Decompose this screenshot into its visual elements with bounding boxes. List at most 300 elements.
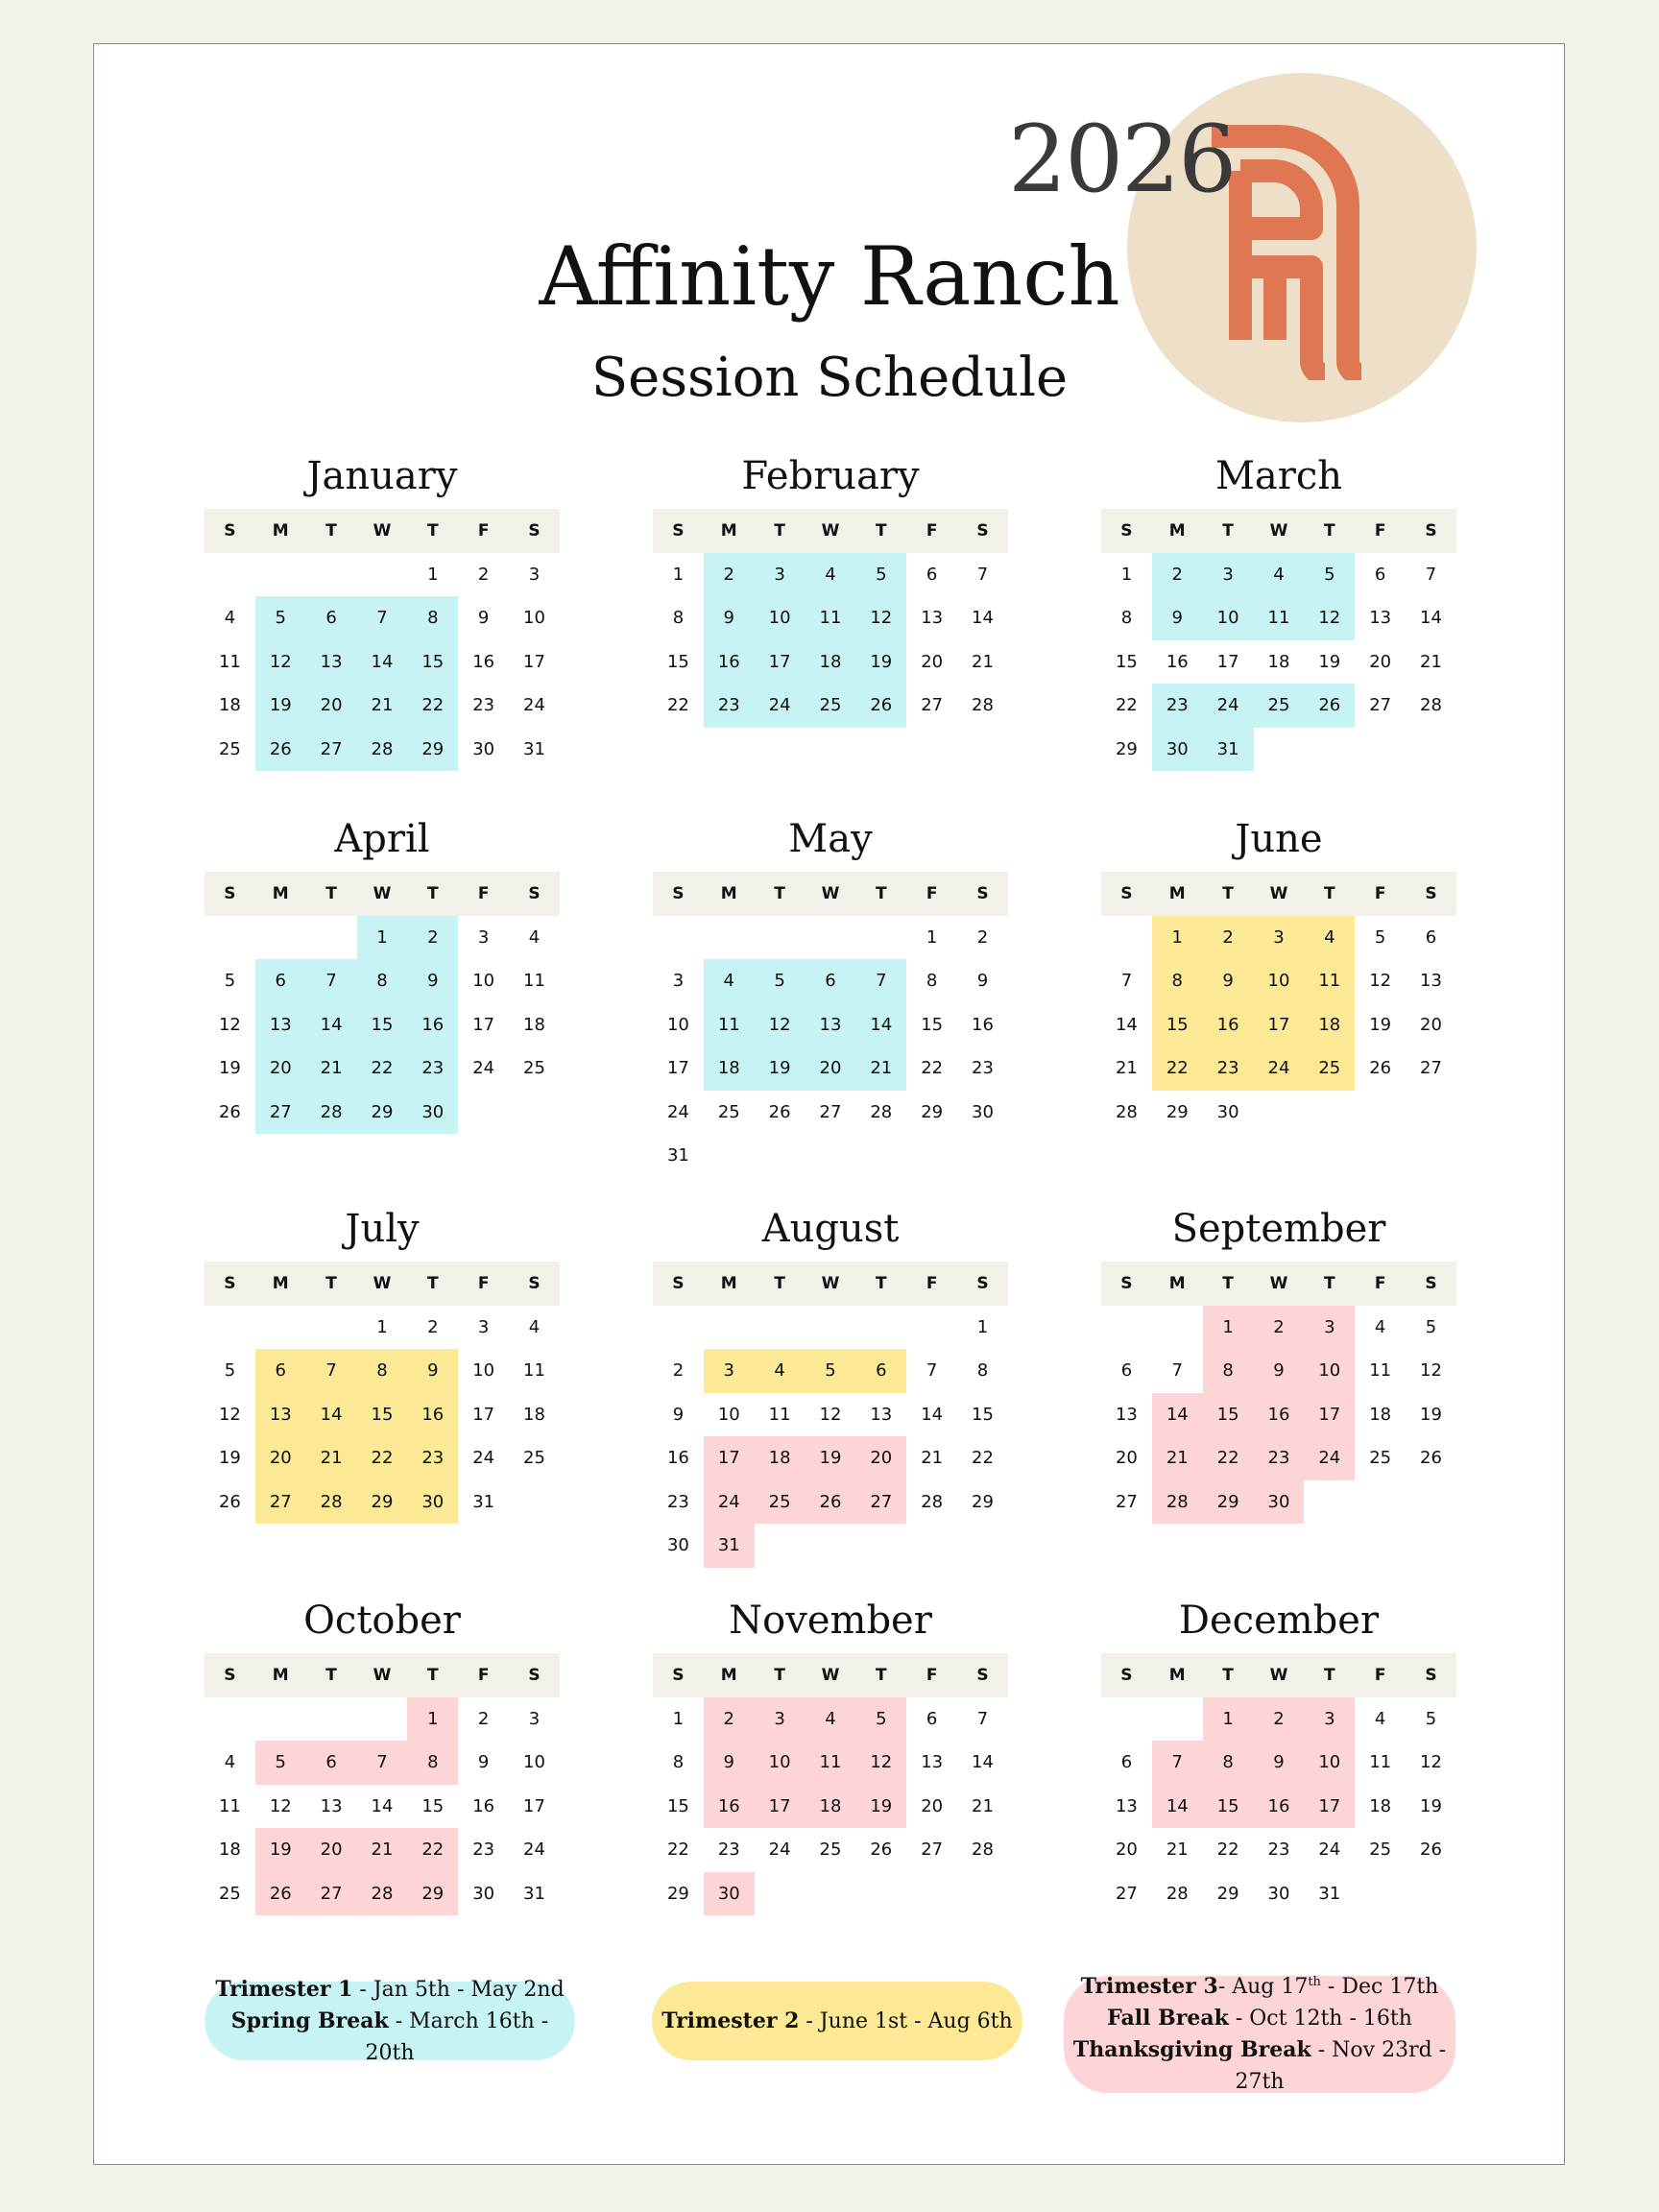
day-cell: 9 bbox=[976, 971, 989, 992]
weekday-header: T bbox=[1304, 1653, 1355, 1697]
day-cell: 25 bbox=[1369, 1839, 1392, 1861]
day-cell: 30 bbox=[1216, 1101, 1239, 1122]
day-cell: 6 bbox=[255, 1349, 306, 1393]
day-cell: 30 bbox=[704, 1872, 755, 1916]
weekday-header: S bbox=[509, 872, 560, 916]
day-cell: 9 bbox=[1254, 1349, 1305, 1393]
day-cell: 24 bbox=[768, 1839, 791, 1861]
month-grid bbox=[653, 1653, 1008, 1915]
day-cell: 15 bbox=[972, 1404, 994, 1425]
day-cell: 8 bbox=[407, 1741, 458, 1785]
day-cell: 10 bbox=[666, 1014, 689, 1035]
day-cell: 27 bbox=[306, 728, 357, 772]
day-cell: 22 bbox=[407, 1828, 458, 1872]
day-cell: 4 bbox=[1374, 1316, 1386, 1337]
day-cell: 29 bbox=[1166, 1101, 1189, 1122]
weekday-header: T bbox=[306, 509, 357, 553]
day-cell: 31 bbox=[1203, 728, 1254, 772]
day-cell: 23 bbox=[704, 684, 755, 728]
empty-cell bbox=[204, 916, 255, 960]
day-cell: 22 bbox=[407, 684, 458, 728]
day-cell: 19 bbox=[218, 1448, 241, 1469]
month-grid bbox=[1101, 1262, 1456, 1524]
day-cell: 12 bbox=[1369, 971, 1392, 992]
day-cell: 23 bbox=[717, 1839, 740, 1861]
day-cell: 13 bbox=[1369, 608, 1392, 629]
day-cell: 19 bbox=[255, 684, 306, 728]
day-cell: 14 bbox=[306, 1003, 357, 1047]
weekday-header: S bbox=[204, 872, 255, 916]
day-cell: 11 bbox=[704, 1003, 755, 1047]
weekday-header: F bbox=[1355, 509, 1406, 553]
day-cell: 20 bbox=[1369, 651, 1392, 672]
day-cell: 21 bbox=[972, 651, 994, 672]
day-cell: 18 bbox=[218, 695, 241, 716]
day-cell: 25 bbox=[1369, 1448, 1392, 1469]
day-cell: 14 bbox=[371, 1795, 394, 1816]
day-cell: 11 bbox=[523, 1360, 545, 1382]
day-cell: 9 bbox=[672, 1404, 685, 1425]
legend-dates: - March 16th - 20th bbox=[365, 2008, 549, 2065]
empty-cell bbox=[704, 916, 755, 960]
day-cell: 4 bbox=[805, 1697, 856, 1742]
day-cell: 9 bbox=[704, 596, 755, 640]
day-cell: 24 bbox=[666, 1101, 689, 1122]
day-cell: 16 bbox=[666, 1448, 689, 1469]
day-cell: 15 bbox=[357, 1003, 408, 1047]
day-cell: 29 bbox=[357, 1091, 408, 1135]
day-cell: 11 bbox=[1369, 1360, 1392, 1382]
day-cell: 16 bbox=[704, 640, 755, 685]
day-cell: 25 bbox=[819, 1839, 842, 1861]
weekday-header: W bbox=[805, 1262, 856, 1306]
month-title: October bbox=[303, 1599, 461, 1643]
day-cell: 10 bbox=[1203, 596, 1254, 640]
day-cell: 5 bbox=[224, 971, 236, 992]
day-cell: 23 bbox=[666, 1491, 689, 1512]
weekday-header: W bbox=[805, 1653, 856, 1697]
day-cell: 10 bbox=[472, 1360, 495, 1382]
day-cell: 25 bbox=[717, 1101, 740, 1122]
weekday-header: S bbox=[957, 509, 1008, 553]
day-cell: 9 bbox=[407, 1349, 458, 1393]
day-cell: 3 bbox=[1304, 1306, 1355, 1350]
day-cell: 1 bbox=[407, 1697, 458, 1742]
weekday-header: F bbox=[906, 509, 957, 553]
day-cell: 16 bbox=[1254, 1393, 1305, 1437]
day-cell: 16 bbox=[472, 1795, 495, 1816]
month-august bbox=[653, 1196, 1008, 1568]
day-cell: 28 bbox=[357, 1872, 408, 1916]
empty-cell bbox=[255, 1697, 306, 1742]
day-cell: 16 bbox=[472, 651, 495, 672]
empty-cell bbox=[357, 1697, 408, 1742]
day-cell: 18 bbox=[523, 1014, 545, 1035]
day-cell: 16 bbox=[1203, 1003, 1254, 1047]
day-cell: 9 bbox=[477, 608, 490, 629]
day-cell: 8 bbox=[976, 1360, 989, 1382]
day-cell: 3 bbox=[528, 1708, 541, 1729]
weekday-header: W bbox=[357, 509, 408, 553]
empty-cell bbox=[357, 553, 408, 597]
day-cell: 6 bbox=[855, 1349, 906, 1393]
day-cell: 1 bbox=[376, 1316, 388, 1337]
day-cell: 16 bbox=[1254, 1785, 1305, 1829]
day-cell: 26 bbox=[1420, 1839, 1442, 1861]
day-cell: 1 bbox=[1203, 1306, 1254, 1350]
legend-dates-superscript: th bbox=[1308, 1975, 1321, 1989]
day-cell: 6 bbox=[1120, 1360, 1133, 1382]
day-cell: 19 bbox=[855, 1785, 906, 1829]
day-cell: 22 bbox=[921, 1058, 944, 1079]
empty-cell bbox=[1101, 1697, 1152, 1742]
day-cell: 4 bbox=[528, 926, 541, 948]
legend-trimester-1 bbox=[204, 1976, 575, 2065]
day-cell: 5 bbox=[1425, 1708, 1437, 1729]
day-cell: 25 bbox=[218, 1883, 241, 1904]
day-cell: 31 bbox=[666, 1145, 689, 1166]
day-cell: 27 bbox=[1115, 1491, 1138, 1512]
day-cell: 8 bbox=[357, 1349, 408, 1393]
day-cell: 4 bbox=[704, 959, 755, 1003]
legend-label: Spring Break bbox=[230, 2008, 389, 2033]
day-cell: 9 bbox=[1203, 959, 1254, 1003]
day-cell: 10 bbox=[472, 971, 495, 992]
ranch-logo-icon bbox=[1212, 121, 1365, 380]
day-cell: 30 bbox=[472, 738, 495, 759]
day-cell: 14 bbox=[306, 1393, 357, 1437]
empty-cell bbox=[653, 1306, 704, 1350]
day-cell: 4 bbox=[1304, 916, 1355, 960]
day-cell: 29 bbox=[1216, 1883, 1239, 1904]
weekday-header: T bbox=[306, 1262, 357, 1306]
day-cell: 2 bbox=[1254, 1306, 1305, 1350]
day-cell: 18 bbox=[704, 1046, 755, 1091]
legend-line-spring-break bbox=[204, 2006, 575, 2069]
weekday-header: S bbox=[1406, 509, 1456, 553]
day-cell: 21 bbox=[1166, 1839, 1189, 1861]
legend-trimester-3 bbox=[1064, 1976, 1455, 2093]
day-cell: 19 bbox=[1369, 1014, 1392, 1035]
empty-cell bbox=[805, 916, 856, 960]
month-title: June bbox=[1235, 817, 1323, 861]
day-cell: 15 bbox=[666, 1795, 689, 1816]
weekday-header: T bbox=[1304, 872, 1355, 916]
day-cell: 17 bbox=[472, 1014, 495, 1035]
day-cell: 24 bbox=[472, 1448, 495, 1469]
day-cell: 8 bbox=[1152, 959, 1203, 1003]
day-cell: 22 bbox=[972, 1448, 994, 1469]
day-cell: 4 bbox=[1254, 553, 1305, 597]
day-cell: 10 bbox=[717, 1404, 740, 1425]
weekday-header: T bbox=[306, 872, 357, 916]
empty-cell bbox=[255, 1306, 306, 1350]
day-cell: 9 bbox=[477, 1752, 490, 1773]
day-cell: 22 bbox=[1115, 695, 1138, 716]
day-cell: 20 bbox=[855, 1436, 906, 1480]
day-cell: 5 bbox=[755, 959, 805, 1003]
day-cell: 7 bbox=[306, 959, 357, 1003]
day-cell: 3 bbox=[528, 564, 541, 585]
empty-cell bbox=[1152, 1697, 1203, 1742]
weekday-header: T bbox=[855, 872, 906, 916]
weekday-header: M bbox=[1152, 1653, 1203, 1697]
legend-label: Thanksgiving Break bbox=[1072, 2037, 1311, 2062]
month-november bbox=[653, 1588, 1008, 1915]
day-cell: 2 bbox=[477, 1708, 490, 1729]
weekday-header: T bbox=[755, 509, 805, 553]
empty-cell bbox=[755, 916, 805, 960]
day-cell: 4 bbox=[1374, 1708, 1386, 1729]
month-grid bbox=[204, 509, 560, 771]
day-cell: 24 bbox=[472, 1058, 495, 1079]
day-cell: 6 bbox=[1120, 1752, 1133, 1773]
day-cell: 28 bbox=[921, 1491, 944, 1512]
weekday-header: W bbox=[1254, 1653, 1305, 1697]
empty-cell bbox=[653, 916, 704, 960]
day-cell: 19 bbox=[805, 1436, 856, 1480]
day-cell: 2 bbox=[1254, 1697, 1305, 1742]
day-cell: 23 bbox=[472, 695, 495, 716]
day-cell: 24 bbox=[1203, 684, 1254, 728]
weekday-header: S bbox=[957, 872, 1008, 916]
day-cell: 27 bbox=[921, 695, 944, 716]
month-title: July bbox=[345, 1207, 420, 1251]
day-cell: 7 bbox=[306, 1349, 357, 1393]
day-cell: 23 bbox=[1254, 1436, 1305, 1480]
day-cell: 27 bbox=[1369, 695, 1392, 716]
weekday-header: S bbox=[1406, 1653, 1456, 1697]
day-cell: 16 bbox=[704, 1785, 755, 1829]
empty-cell bbox=[704, 1306, 755, 1350]
month-title: September bbox=[1171, 1207, 1386, 1251]
weekday-header: W bbox=[805, 509, 856, 553]
day-cell: 10 bbox=[523, 608, 545, 629]
empty-cell bbox=[1152, 1306, 1203, 1350]
empty-cell bbox=[855, 1306, 906, 1350]
month-title: January bbox=[306, 454, 458, 498]
day-cell: 18 bbox=[805, 640, 856, 685]
weekday-header: T bbox=[1203, 509, 1254, 553]
legend-dates: - June 1st - Aug 6th bbox=[799, 2008, 1013, 2033]
month-december bbox=[1101, 1588, 1456, 1915]
day-cell: 8 bbox=[672, 1752, 685, 1773]
day-cell: 11 bbox=[805, 1741, 856, 1785]
day-cell: 17 bbox=[1304, 1785, 1355, 1829]
day-cell: 23 bbox=[972, 1058, 994, 1079]
day-cell: 5 bbox=[855, 553, 906, 597]
day-cell: 14 bbox=[1420, 608, 1442, 629]
weekday-header: F bbox=[1355, 872, 1406, 916]
day-cell: 13 bbox=[805, 1003, 856, 1047]
day-cell: 12 bbox=[255, 640, 306, 685]
weekday-header: M bbox=[255, 872, 306, 916]
legend-dates: - Oct 12th - 16th bbox=[1228, 2007, 1412, 2031]
day-cell: 27 bbox=[255, 1480, 306, 1525]
weekday-header: T bbox=[1304, 509, 1355, 553]
month-title: December bbox=[1178, 1599, 1380, 1643]
day-cell: 22 bbox=[357, 1046, 408, 1091]
day-cell: 18 bbox=[805, 1785, 856, 1829]
day-cell: 25 bbox=[523, 1058, 545, 1079]
weekday-header: F bbox=[458, 509, 509, 553]
day-cell: 8 bbox=[926, 971, 938, 992]
weekday-header: F bbox=[906, 872, 957, 916]
day-cell: 13 bbox=[255, 1003, 306, 1047]
day-cell: 19 bbox=[1420, 1795, 1442, 1816]
day-cell: 19 bbox=[255, 1828, 306, 1872]
day-cell: 1 bbox=[926, 926, 938, 948]
day-cell: 2 bbox=[477, 564, 490, 585]
day-cell: 25 bbox=[218, 738, 241, 759]
day-cell: 1 bbox=[1120, 564, 1133, 585]
day-cell: 13 bbox=[921, 608, 944, 629]
day-cell: 21 bbox=[306, 1436, 357, 1480]
day-cell: 20 bbox=[1115, 1448, 1138, 1469]
empty-cell bbox=[1101, 916, 1152, 960]
day-cell: 5 bbox=[1425, 1316, 1437, 1337]
day-cell: 29 bbox=[921, 1101, 944, 1122]
day-cell: 24 bbox=[1304, 1436, 1355, 1480]
day-cell: 19 bbox=[855, 640, 906, 685]
day-cell: 20 bbox=[805, 1046, 856, 1091]
day-cell: 7 bbox=[1152, 1741, 1203, 1785]
day-cell: 6 bbox=[1374, 564, 1386, 585]
weekday-header: T bbox=[755, 1653, 805, 1697]
month-february bbox=[653, 444, 1008, 728]
month-october bbox=[204, 1588, 560, 1915]
legend-line-trimester-2 bbox=[661, 2006, 1012, 2037]
day-cell: 17 bbox=[523, 651, 545, 672]
weekday-header: W bbox=[1254, 872, 1305, 916]
day-cell: 18 bbox=[523, 1404, 545, 1425]
day-cell: 29 bbox=[1203, 1480, 1254, 1525]
day-cell: 2 bbox=[704, 553, 755, 597]
day-cell: 20 bbox=[306, 1828, 357, 1872]
day-cell: 22 bbox=[357, 1436, 408, 1480]
day-cell: 28 bbox=[306, 1091, 357, 1135]
day-cell: 18 bbox=[1267, 651, 1290, 672]
weekday-header: W bbox=[805, 872, 856, 916]
day-cell: 21 bbox=[306, 1046, 357, 1091]
weekday-header: S bbox=[653, 872, 704, 916]
weekday-header: W bbox=[357, 1262, 408, 1306]
legend-label: Trimester 2 bbox=[661, 2008, 800, 2033]
day-cell: 28 bbox=[972, 695, 994, 716]
day-cell: 16 bbox=[407, 1003, 458, 1047]
day-cell: 18 bbox=[755, 1436, 805, 1480]
day-cell: 31 bbox=[523, 738, 545, 759]
day-cell: 26 bbox=[855, 684, 906, 728]
day-cell: 10 bbox=[1254, 959, 1305, 1003]
weekday-header: T bbox=[855, 509, 906, 553]
weekday-header: F bbox=[1355, 1653, 1406, 1697]
day-cell: 30 bbox=[666, 1535, 689, 1556]
day-cell: 7 bbox=[1425, 564, 1437, 585]
day-cell: 11 bbox=[1369, 1752, 1392, 1773]
day-cell: 11 bbox=[805, 596, 856, 640]
weekday-header: M bbox=[1152, 509, 1203, 553]
day-cell: 26 bbox=[255, 1872, 306, 1916]
day-cell: 7 bbox=[855, 959, 906, 1003]
day-cell: 31 bbox=[523, 1883, 545, 1904]
day-cell: 9 bbox=[1254, 1741, 1305, 1785]
day-cell: 12 bbox=[819, 1404, 842, 1425]
weekday-header: F bbox=[1355, 1262, 1406, 1306]
day-cell: 26 bbox=[218, 1101, 241, 1122]
day-cell: 17 bbox=[704, 1436, 755, 1480]
day-cell: 1 bbox=[1152, 916, 1203, 960]
day-cell: 23 bbox=[1152, 684, 1203, 728]
page-subtitle: Session Schedule bbox=[590, 347, 1069, 409]
day-cell: 4 bbox=[224, 1752, 236, 1773]
month-january bbox=[204, 444, 560, 771]
year-label: 2026 bbox=[1008, 106, 1236, 213]
weekday-header: F bbox=[458, 1262, 509, 1306]
day-cell: 22 bbox=[1216, 1839, 1239, 1861]
weekday-header: W bbox=[357, 872, 408, 916]
weekday-header: S bbox=[204, 1262, 255, 1306]
empty-cell bbox=[204, 553, 255, 597]
day-cell: 23 bbox=[1203, 1046, 1254, 1091]
day-cell: 25 bbox=[523, 1448, 545, 1469]
day-cell: 14 bbox=[1152, 1785, 1203, 1829]
weekday-header: M bbox=[255, 509, 306, 553]
weekday-header: S bbox=[1101, 1262, 1152, 1306]
day-cell: 1 bbox=[976, 1316, 989, 1337]
day-cell: 26 bbox=[1304, 684, 1355, 728]
day-cell: 12 bbox=[1420, 1360, 1442, 1382]
legend-dates: - Jan 5th - May 2nd bbox=[352, 1977, 565, 2002]
day-cell: 25 bbox=[805, 684, 856, 728]
day-cell: 12 bbox=[855, 1741, 906, 1785]
day-cell: 22 bbox=[1203, 1436, 1254, 1480]
day-cell: 25 bbox=[1254, 684, 1305, 728]
day-cell: 4 bbox=[224, 608, 236, 629]
weekday-header: T bbox=[1203, 872, 1254, 916]
empty-cell bbox=[805, 1306, 856, 1350]
month-title: March bbox=[1214, 454, 1343, 498]
weekday-header: M bbox=[704, 1653, 755, 1697]
weekday-header: S bbox=[509, 1653, 560, 1697]
day-cell: 14 bbox=[972, 1752, 994, 1773]
weekday-header: T bbox=[1304, 1262, 1355, 1306]
weekday-header: S bbox=[204, 1653, 255, 1697]
day-cell: 30 bbox=[972, 1101, 994, 1122]
day-cell: 26 bbox=[218, 1491, 241, 1512]
day-cell: 21 bbox=[972, 1795, 994, 1816]
page-title: Affinity Ranch bbox=[539, 229, 1120, 324]
month-september bbox=[1101, 1196, 1456, 1524]
day-cell: 10 bbox=[755, 1741, 805, 1785]
day-cell: 6 bbox=[1425, 926, 1437, 948]
day-cell: 14 bbox=[921, 1404, 944, 1425]
day-cell: 20 bbox=[1115, 1839, 1138, 1861]
legend-dates: - Dec 17th bbox=[1320, 1975, 1439, 1999]
empty-cell bbox=[306, 916, 357, 960]
weekday-header: T bbox=[407, 1653, 458, 1697]
day-cell: 17 bbox=[755, 640, 805, 685]
day-cell: 13 bbox=[1420, 971, 1442, 992]
day-cell: 28 bbox=[1166, 1883, 1189, 1904]
day-cell: 3 bbox=[477, 1316, 490, 1337]
month-grid bbox=[1101, 509, 1456, 771]
day-cell: 19 bbox=[1318, 651, 1341, 672]
day-cell: 19 bbox=[218, 1058, 241, 1079]
day-cell: 6 bbox=[926, 1708, 938, 1729]
day-cell: 15 bbox=[1152, 1003, 1203, 1047]
day-cell: 15 bbox=[666, 651, 689, 672]
